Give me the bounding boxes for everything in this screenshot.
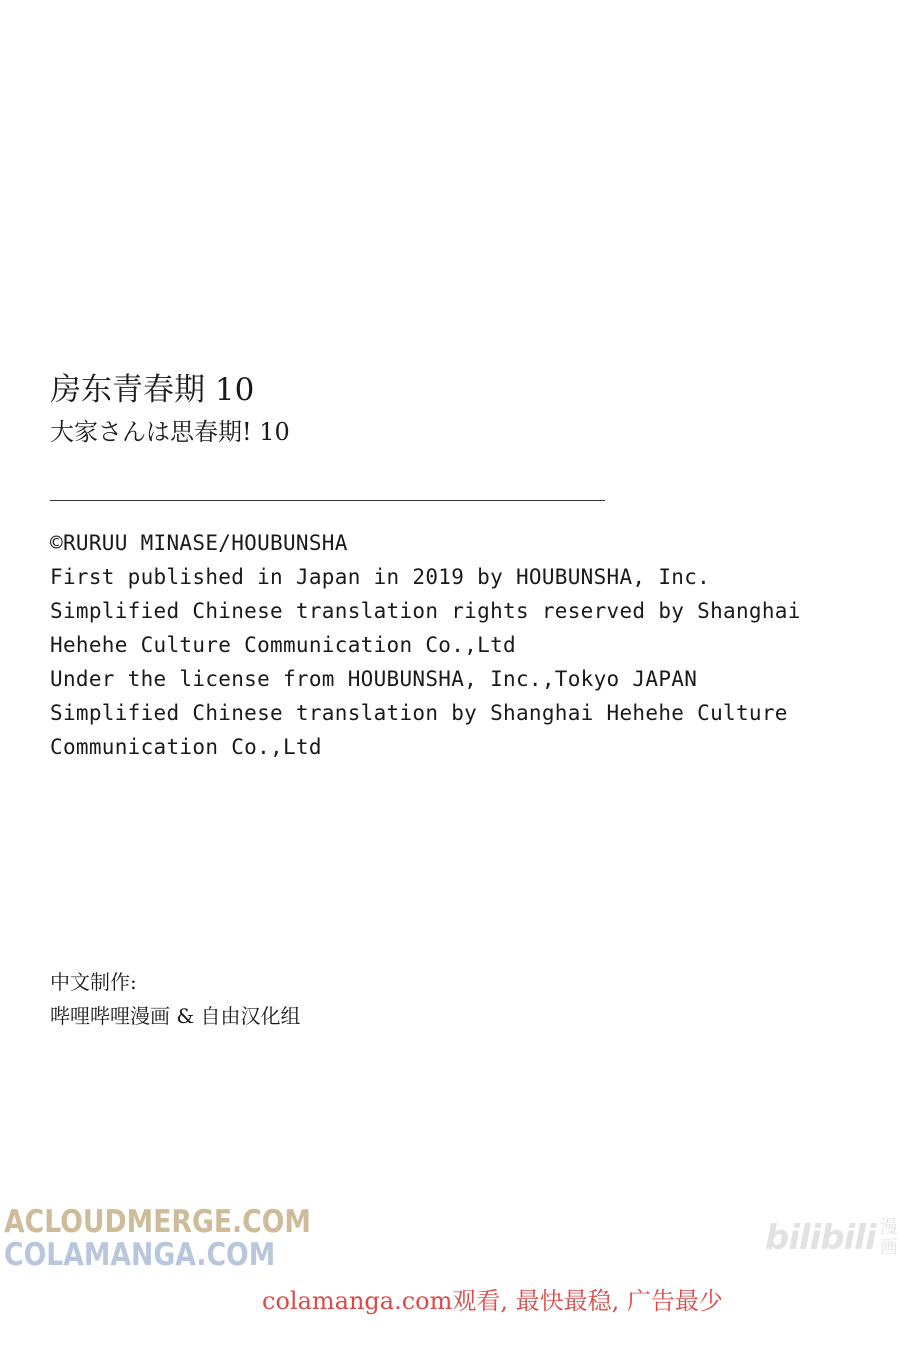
credit-line: Simplified Chinese translation rights reserved by Shanghai <box>50 599 801 623</box>
credit-line: Communication Co.,Ltd <box>50 735 322 759</box>
production-label: 中文制作: <box>50 970 137 994</box>
credit-line: Hehehe Culture Communication Co.,Ltd <box>50 633 516 657</box>
footer-site-note: colamanga.com观看, 最快最稳, 广告最少 <box>262 1287 723 1315</box>
title-japanese: 大家さんは思春期! 10 <box>50 418 290 446</box>
manga-label-bottom: 画 <box>879 1237 898 1258</box>
credit-line: ©RURUU MINASE/HOUBUNSHA <box>50 531 348 555</box>
divider-rule <box>50 500 605 501</box>
bilibili-manga-logo <box>765 1218 898 1258</box>
production-team: 哔哩哔哩漫画 & 自由汉化组 <box>50 1004 301 1028</box>
watermark-acloudmerge: ACLOUDMERGE.COM <box>4 1204 311 1240</box>
manga-label <box>880 1218 898 1258</box>
watermark-colamanga: COLAMANGA.COM <box>4 1237 276 1273</box>
credit-line: Under the license from HOUBUNSHA, Inc.,Tokyo JAPAN <box>50 667 698 691</box>
copyright-credits <box>50 526 801 764</box>
manga-label-top: 漫 <box>879 1217 898 1238</box>
title-chinese: 房东青春期 10 <box>50 372 255 408</box>
bilibili-wordmark: bilibili <box>765 1218 876 1258</box>
credit-line: First published in Japan in 2019 by HOUBUNSHA, Inc. <box>50 565 711 589</box>
credit-line: Simplified Chinese translation by Shanghai Hehehe Culture <box>50 701 788 725</box>
